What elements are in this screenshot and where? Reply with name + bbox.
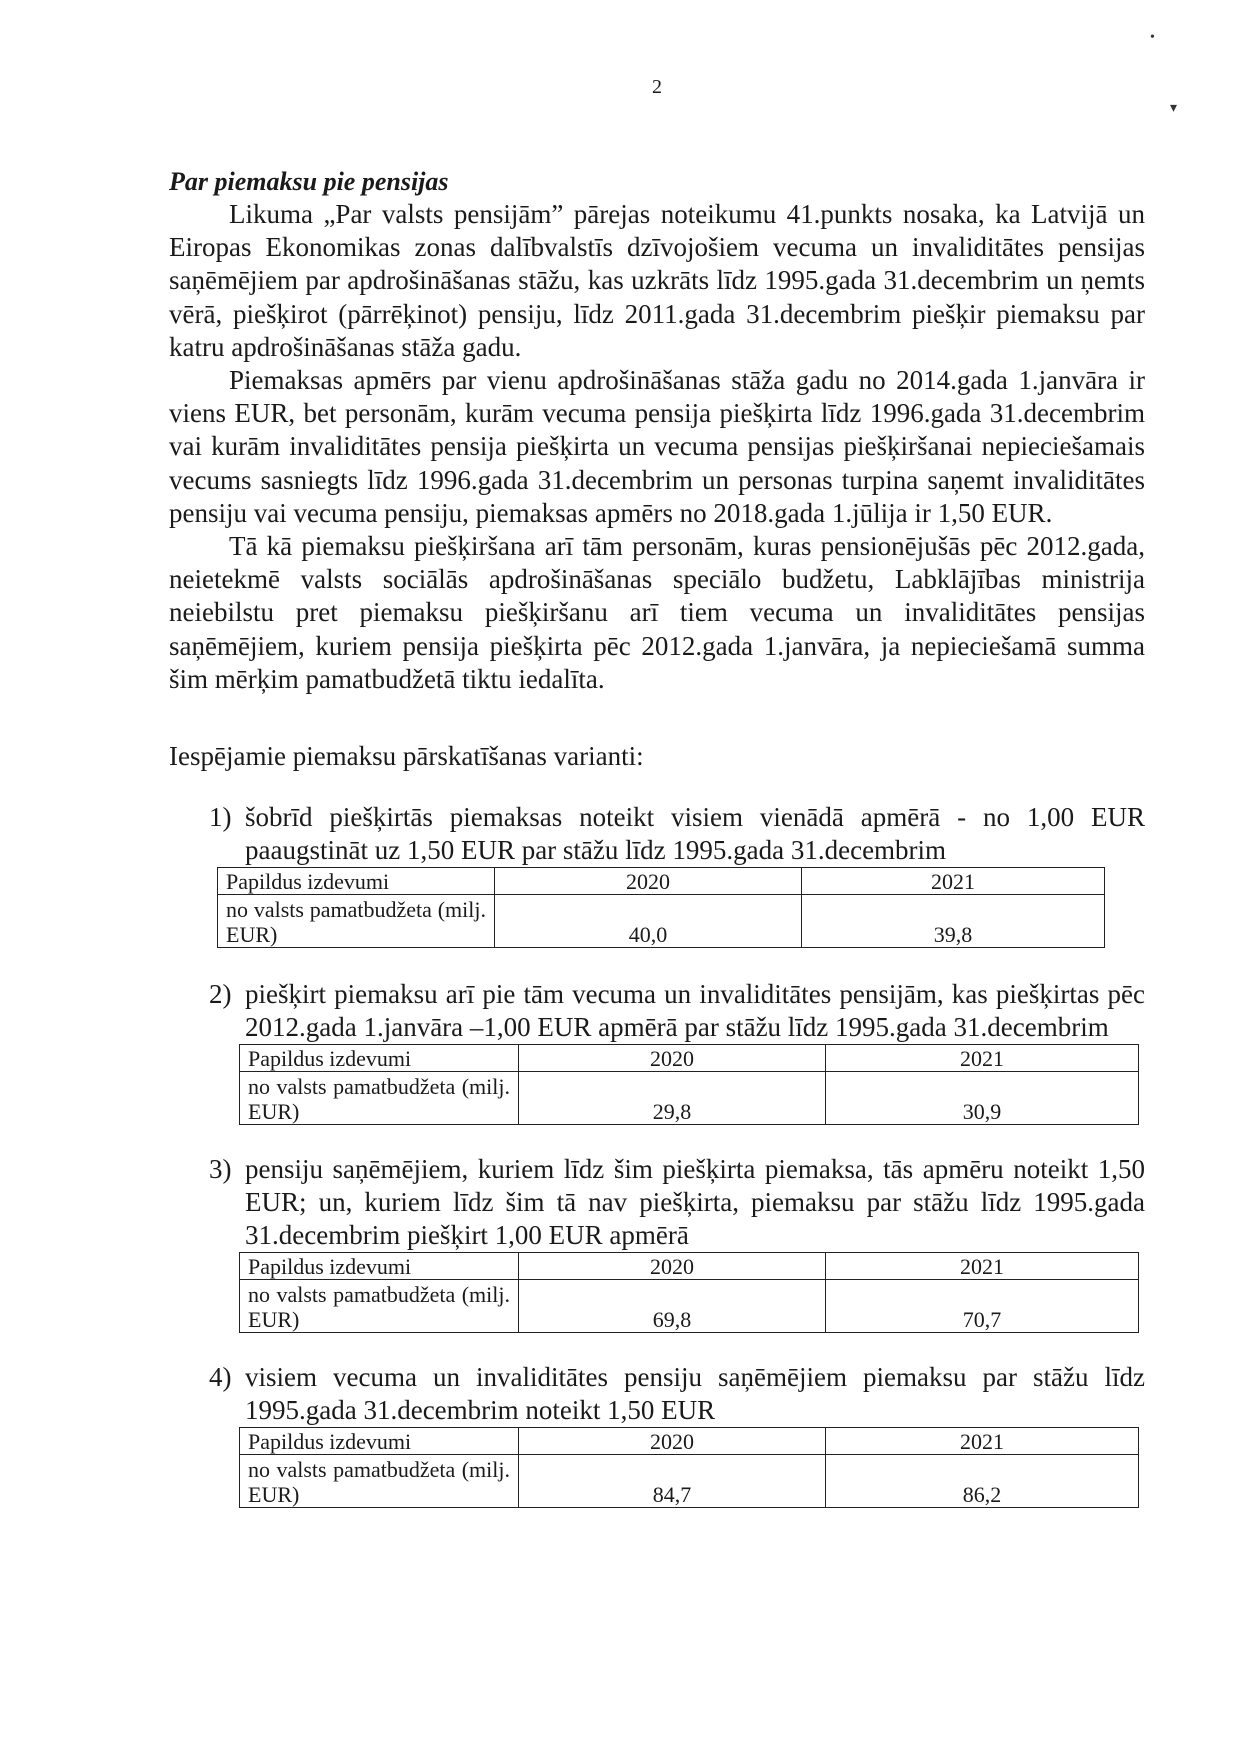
table-header-cell: 2021 [826,1253,1139,1280]
table-row [240,1072,1139,1125]
table-header-cell: 2020 [495,868,802,895]
table-cell-2020: 40,0 [495,895,802,948]
paragraph: Likuma „Par valsts pensijām” pārejas noteikumu 41.punkts nosaka, ka Latvijā un Eiropas Ekonomikas zonas dalībvalstīs dzīvojošiem vecuma un invaliditātes pensijas saņēmējiem par apdrošināšanas stāžu, kas uzkrāts līdz 1995.gada 31.decembrim un ņemts vērā, piešķirot (pārrēķinot) pensiju, līdz 2011.gada 31.decembrim piešķir piemaksu par katru apdrošināšanas stāža gadu. [169,199,1145,362]
options-intro: Iespējamie piemaksu pārskatīšanas varianti: [169,741,644,772]
table-header-cell: Papildus izdevumi [240,1428,519,1455]
section-heading: Par piemaksu pie pensijas [169,167,449,196]
cost-table [239,1044,1139,1125]
table-cell-2021: 30,9 [826,1072,1139,1125]
option-4 [169,1361,1145,1508]
table-header-cell: 2021 [802,868,1105,895]
table-cell-2020: 29,8 [519,1072,826,1125]
option-text: pensiju saņēmējiem, kuriem līdz šim piešķirta piemaksa, tās apmēru noteikt 1,50 EUR; un, kuriem līdz šim tā nav piešķirta, piemaksu par stāžu līdz 1995.gada 31.decembrim piešķirt 1,00 EUR apmērā [245,1154,1145,1251]
table-header-cell: 2020 [519,1045,826,1072]
page-number: 2 [652,76,662,98]
table-cell-2021: 86,2 [826,1455,1139,1508]
table-header-row [240,1428,1139,1455]
document-body [169,166,1145,1508]
table-row [240,1280,1139,1333]
table-header-cell: 2020 [519,1253,826,1280]
cost-table [239,1427,1139,1508]
table-cell-2020: 84,7 [519,1455,826,1508]
option-text: visiem vecuma un invaliditātes pensiju saņēmējiem piemaksu par stāžu līdz 1995.gada 31.decembrim noteikt 1,50 EUR [245,1362,1145,1426]
table-header-cell: Papildus izdevumi [240,1253,519,1280]
paragraph: Tā kā piemaksu piešķiršana arī tām personām, kuras pensionējušās pēc 2012.gada, neietekmē valsts sociālās apdrošināšanas speciālo budžetu, Labklājības ministrija neiebilstu pret piemaksu piešķiršanu arī tiem vecuma un invaliditātes pensijas saņēmējiem, kuriem pensija piešķirta pēc 2012.gada 1.janvāra, ja nepieciešamā summa šim mērķim pamatbudžetā tiktu iedalīta. [169,531,1145,694]
table-row [240,1455,1139,1508]
option-3 [169,1153,1145,1333]
option-number: 4) [209,1362,232,1393]
option-1 [169,801,1145,948]
option-number: 3) [209,1154,232,1185]
table-header-cell: Papildus izdevumi [218,868,495,895]
table-cell-2021: 70,7 [826,1280,1139,1333]
cost-table [239,1252,1139,1333]
cost-table [217,867,1105,948]
option-number: 1) [209,802,232,833]
table-header-row [240,1045,1139,1072]
scan-mark: ▾ [1170,101,1178,116]
table-header-row [240,1253,1139,1280]
option-text: piešķirt piemaksu arī pie tām vecuma un invaliditātes pensijām, kas piešķirtas pēc 2012.gada 1.janvāra –1,00 EUR apmērā par stāžu līdz 1995.gada 31.decembrim [245,979,1145,1043]
table-row-label: no valsts pamatbudžeta (milj. EUR) [240,1072,519,1125]
table-header-row [218,868,1105,895]
paragraph: Piemaksas apmērs par vienu apdrošināšanas stāža gadu no 2014.gada 1.janvāra ir viens EUR, bet personām, kurām vecuma pensija piešķirta līdz 1996.gada 31.decembrim vai kurām invaliditātes pensija piešķirta un vecuma pensijas piešķiršanai nepieciešamais vecums sasniegts līdz 1996.gada 31.decembrim un personas turpina saņemt invaliditātes pensiju vai vecuma pensiju, piemaksas apmērs no 2018.gada 1.jūlija ir 1,50 EUR. [169,365,1145,528]
table-row-label: no valsts pamatbudžeta (milj. EUR) [240,1280,519,1333]
table-header-cell: 2021 [826,1045,1139,1072]
option-number: 2) [209,979,232,1010]
table-row [218,895,1105,948]
option-text: šobrīd piešķirtās piemaksas noteikt visiem vienādā apmērā - no 1,00 EUR paaugstināt uz 1,50 EUR par stāžu līdz 1995.gada 31.decembrim [245,802,1145,866]
table-header-cell: 2020 [519,1428,826,1455]
table-cell-2021: 39,8 [802,895,1105,948]
table-row-label: no valsts pamatbudžeta (milj. EUR) [240,1455,519,1508]
option-2 [169,978,1145,1125]
table-header-cell: 2021 [826,1428,1139,1455]
table-row-label: no valsts pamatbudžeta (milj. EUR) [218,895,495,948]
scan-mark: • [1150,30,1155,45]
table-header-cell: Papildus izdevumi [240,1045,519,1072]
table-cell-2020: 69,8 [519,1280,826,1333]
